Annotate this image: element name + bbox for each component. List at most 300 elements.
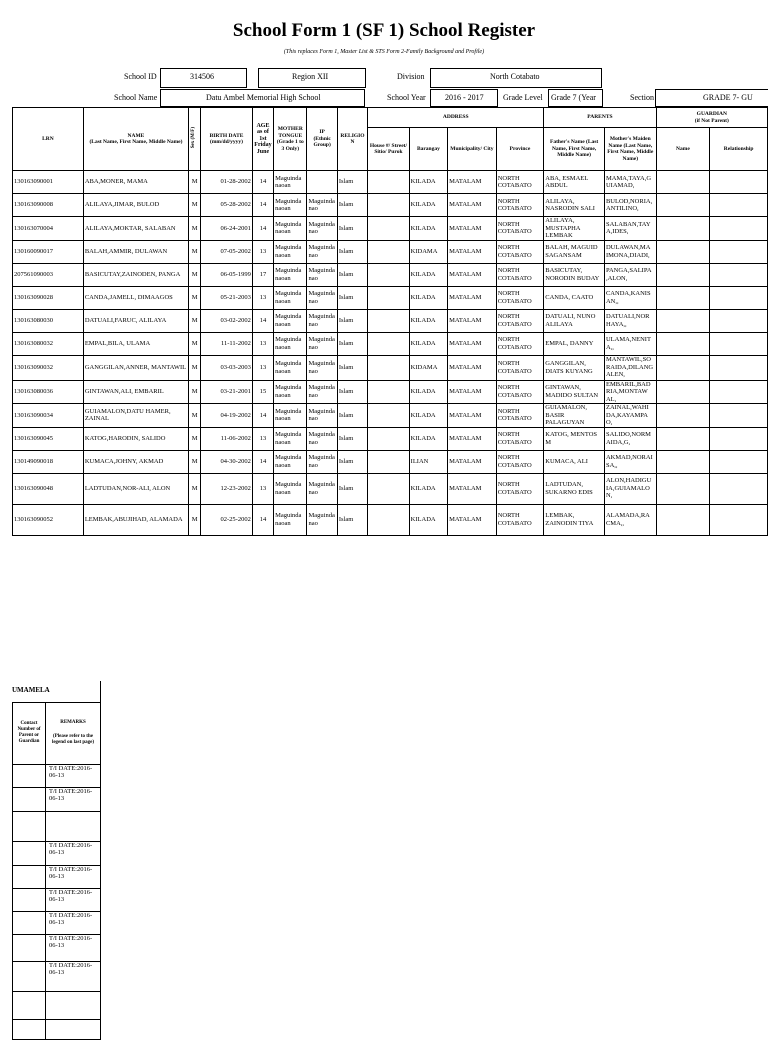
name-cell: GUIAMALON,DATU HAMER, ZAINAL (83, 404, 188, 428)
province-cell: NORTH COTABATO (496, 450, 544, 473)
ip-cell: Maguinda nao (307, 217, 337, 241)
age-cell: 14 (252, 504, 273, 535)
father-header: Father's Name (Last Name, First Name, Middle Name) (544, 128, 605, 171)
barangay-cell: KILADA (409, 473, 447, 504)
province-cell: NORTH COTABATO (496, 171, 544, 194)
religion-header: RELIGION (337, 108, 367, 171)
municipality-cell: MATALAM (448, 473, 497, 504)
ip-cell: Maguinda nao (307, 504, 337, 535)
lrn-cell: 130163090034 (13, 404, 84, 428)
province-cell: NORTH COTABATO (496, 263, 544, 286)
birth-date-header: BIRTH DATE (mm/dd/yyyy) (201, 108, 253, 171)
barangay-cell: KILADA (409, 286, 447, 309)
guardian-name-cell (656, 355, 710, 380)
ip-cell: Maguinda nao (307, 194, 337, 217)
father-cell: GUIAMALON, BASIR PALAGUYAN (544, 404, 605, 428)
mother-tongue-cell: Maguinda naoan (274, 427, 307, 450)
religion-cell: Islam (337, 450, 367, 473)
contact-cell (13, 911, 46, 934)
remarks-note: (Please refer to the legend on last page) (51, 734, 95, 745)
ip-cell: Maguinda nao (307, 263, 337, 286)
house-cell (368, 263, 409, 286)
name-cell: GINTAWAN,ALI, EMBARIL (83, 380, 188, 404)
province-cell: NORTH COTABATO (496, 286, 544, 309)
table-row (13, 240, 768, 263)
province-cell: NORTH COTABATO (496, 427, 544, 450)
province-cell: NORTH COTABATO (496, 332, 544, 355)
religion-cell: Islam (337, 355, 367, 380)
table-row (13, 171, 768, 194)
house-cell (368, 286, 409, 309)
guardian-name-cell (656, 380, 710, 404)
age-cell: 13 (252, 286, 273, 309)
age-cell: 14 (252, 171, 273, 194)
table-row (13, 450, 768, 473)
school-id-label: School ID (124, 72, 157, 81)
age-cell: 13 (252, 355, 273, 380)
name-cell: DATUALI,FARUC, ALILAYA (83, 309, 188, 332)
guardian-name-cell (656, 194, 710, 217)
house-cell (368, 380, 409, 404)
relationship-cell (710, 504, 768, 535)
region-value: Region XII (292, 72, 329, 81)
table-row (13, 217, 768, 241)
school-year-label: School Year (387, 93, 426, 102)
guardian-name-cell (656, 240, 710, 263)
religion-cell: Islam (337, 217, 367, 241)
remarks-row (13, 961, 101, 991)
guardian-name-header: Name (656, 128, 710, 171)
religion-cell: Islam (337, 286, 367, 309)
relationship-cell (710, 427, 768, 450)
province-cell: NORTH COTABATO (496, 355, 544, 380)
guardian-name-cell (656, 286, 710, 309)
table-row (13, 355, 768, 380)
mother-cell: CANDA,KANIS AN,, (604, 286, 656, 309)
ip-cell: Maguinda nao (307, 427, 337, 450)
mother-cell: EMBARIL,BAD RIA,MONTAW AL, (604, 380, 656, 404)
mother-tongue-cell: Maguinda naoan (274, 473, 307, 504)
lrn-cell: 130163080032 (13, 332, 84, 355)
table-row (13, 332, 768, 355)
lrn-cell: 130163090028 (13, 286, 84, 309)
province-cell: NORTH COTABATO (496, 309, 544, 332)
mother-tongue-cell: Maguinda naoan (274, 240, 307, 263)
lrn-cell: 130163090052 (13, 504, 84, 535)
ip-cell: Maguinda nao (307, 355, 337, 380)
remarks-row (13, 991, 101, 1019)
mother-tongue-cell: Maguinda naoan (274, 194, 307, 217)
house-cell (368, 473, 409, 504)
birth-date-cell: 12-23-2002 (201, 473, 253, 504)
birth-date-cell: 07-05-2002 (201, 240, 253, 263)
province-cell: NORTH COTABATO (496, 194, 544, 217)
lrn-cell: 130160090017 (13, 240, 84, 263)
age-header: AGE as of 1st Friday June (252, 108, 273, 171)
mother-tongue-cell: Maguinda naoan (274, 355, 307, 380)
contact-cell (13, 991, 46, 1019)
mother-tongue-cell: Maguinda naoan (274, 450, 307, 473)
religion-cell: Islam (337, 332, 367, 355)
sex-header: Sex (M/F) (191, 127, 197, 149)
address-header: ADDRESS (368, 108, 544, 128)
ip-cell: Maguinda nao (307, 286, 337, 309)
guardian-name-cell (656, 404, 710, 428)
lrn-cell: 130163080030 (13, 309, 84, 332)
name-cell: ALILAYA,MOKTAR, SALABAN (83, 217, 188, 241)
guardian-name-cell (656, 217, 710, 241)
school-name-label: School Name (114, 93, 158, 102)
municipality-header: Municipality/ City (448, 128, 497, 171)
religion-cell: Islam (337, 309, 367, 332)
ip-cell (307, 171, 337, 194)
sex-cell: M (189, 380, 201, 404)
municipality-cell: MATALAM (448, 404, 497, 428)
guardian-name-cell (656, 473, 710, 504)
religion-cell: Islam (337, 240, 367, 263)
house-cell (368, 194, 409, 217)
municipality-cell: MATALAM (448, 171, 497, 194)
name-cell: EMPAL,BILA, ULAMA (83, 332, 188, 355)
religion-cell: Islam (337, 263, 367, 286)
ip-cell: Maguinda nao (307, 240, 337, 263)
barangay-cell: KILADA (409, 171, 447, 194)
age-cell: 14 (252, 404, 273, 428)
table-row (13, 380, 768, 404)
remarks-header-cell (46, 702, 101, 764)
mother-cell: DULAWAN,MA IMONA,DIADI, (604, 240, 656, 263)
municipality-cell: MATALAM (448, 240, 497, 263)
guardian-header: GUARDIAN (if Not Parent) (656, 108, 767, 128)
age-cell: 13 (252, 332, 273, 355)
birth-date-cell: 06-05-1999 (201, 263, 253, 286)
sex-cell: M (189, 286, 201, 309)
remarks-cell: T/I DATE:2016-06-13 (46, 787, 101, 811)
mother-tongue-cell: Maguinda naoan (274, 332, 307, 355)
barangay-cell: KIDAMA (409, 355, 447, 380)
lrn-cell: 130163080036 (13, 380, 84, 404)
contact-cell (13, 787, 46, 811)
mother-tongue-cell: Maguinda naoan (274, 286, 307, 309)
name-cell: BASICUTAY,ZAINODEN, PANGA (83, 263, 188, 286)
house-cell (368, 217, 409, 241)
mother-tongue-cell: Maguinda naoan (274, 380, 307, 404)
remarks-cell: T/I DATE:2016-06-13 (46, 865, 101, 888)
remarks-row (13, 865, 101, 888)
house-cell (368, 332, 409, 355)
province-cell: NORTH COTABATO (496, 217, 544, 241)
name-header: NAME (Last Name, First Name, Middle Name) (83, 108, 188, 171)
house-cell (368, 404, 409, 428)
table-row (13, 404, 768, 428)
remarks-row (13, 911, 101, 934)
remarks-cell: T/I DATE:2016-06-13 (46, 911, 101, 934)
house-cell (368, 450, 409, 473)
table-row (13, 263, 768, 286)
contact-cell (13, 961, 46, 991)
house-cell (368, 171, 409, 194)
ip-cell: Maguinda nao (307, 473, 337, 504)
sex-cell: M (189, 404, 201, 428)
mother-cell: PANGA,SALIPA ,ALON, (604, 263, 656, 286)
municipality-cell: MATALAM (448, 427, 497, 450)
sex-cell: M (189, 194, 201, 217)
father-cell: EMPAL, DANNY (544, 332, 605, 355)
religion-cell: Islam (337, 404, 367, 428)
name-cell: CANDA,JAMELL, DIMAAGOS (83, 286, 188, 309)
mother-cell: SALIDO,NORM AIDA,G, (604, 427, 656, 450)
school-year-value: 2016 - 2017 (445, 93, 484, 102)
barangay-cell: KILADA (409, 217, 447, 241)
relationship-cell (710, 355, 768, 380)
father-cell: LEMBAK, ZAINODIN TIYA (544, 504, 605, 535)
form-subtitle: (This replaces Form 1, Master List & STS Form 2-Family Background and Profile) (283, 49, 485, 55)
lrn-cell: 130163090008 (13, 194, 84, 217)
house-cell (368, 355, 409, 380)
municipality-cell: MATALAM (448, 450, 497, 473)
municipality-cell: MATALAM (448, 286, 497, 309)
barangay-cell: KILADA (409, 263, 447, 286)
municipality-cell: MATALAM (448, 504, 497, 535)
lrn-header: LRN (13, 108, 84, 171)
religion-cell: Islam (337, 171, 367, 194)
mother-tongue-cell: Maguinda naoan (274, 309, 307, 332)
barangay-cell: KILADA (409, 504, 447, 535)
guardian-name-cell (656, 450, 710, 473)
age-cell: 14 (252, 309, 273, 332)
contact-cell (13, 888, 46, 911)
barangay-cell: KILADA (409, 194, 447, 217)
province-cell: NORTH COTABATO (496, 404, 544, 428)
municipality-cell: MATALAM (448, 309, 497, 332)
barangay-cell: KILADA (409, 380, 447, 404)
father-cell: ALILAYA, MUSTAPHA LEMBAK (544, 217, 605, 241)
sex-cell: M (189, 309, 201, 332)
province-header: Province (496, 128, 544, 171)
relationship-cell (710, 217, 768, 241)
mother-header: Mother's Maiden Name (Last Name, First Name, Middle Name) (604, 128, 656, 171)
remarks-cell: T/I DATE:2016-06-13 (46, 961, 101, 991)
mother-cell: ZAINAL,WAHI DA,KAYAMPA O, (604, 404, 656, 428)
name-cell: GANGGILAN,ANNER, MANTAWIL (83, 355, 188, 380)
barangay-cell: KILADA (409, 332, 447, 355)
contact-header: Contact Number of Parent or Guardian (13, 702, 46, 764)
mother-cell: ULAMA,NENIT A,, (604, 332, 656, 355)
relationship-cell (710, 240, 768, 263)
parents-header: PARENTS (544, 108, 656, 128)
remarks-cell (46, 811, 101, 841)
guardian-name-cell (656, 171, 710, 194)
name-cell: KATOG,HARODIN, SALIDO (83, 427, 188, 450)
mother-tongue-cell: Maguinda naoan (274, 171, 307, 194)
religion-cell: Islam (337, 504, 367, 535)
birth-date-cell: 05-21-2003 (201, 286, 253, 309)
sex-cell: M (189, 450, 201, 473)
age-cell: 13 (252, 473, 273, 504)
municipality-cell: MATALAM (448, 380, 497, 404)
birth-date-cell: 11-06-2002 (201, 427, 253, 450)
sex-cell: M (189, 217, 201, 241)
father-cell: GANGGILAN, DIATS KUYANG (544, 355, 605, 380)
lrn-cell: 130149090018 (13, 450, 84, 473)
table-row (13, 286, 768, 309)
mother-tongue-cell: Maguinda naoan (274, 263, 307, 286)
house-cell (368, 309, 409, 332)
register-table (12, 107, 768, 536)
sex-cell: M (189, 504, 201, 535)
name-cell: BALAH,AMMIR, DULAWAN (83, 240, 188, 263)
division-label: Division (397, 72, 425, 81)
birth-date-cell: 11-11-2002 (201, 332, 253, 355)
relationship-cell (710, 309, 768, 332)
name-cell: LEMBAK,ABUJIHAD, ALAMADA (83, 504, 188, 535)
name-cell: KUMACA,JOHNY, AKMAD (83, 450, 188, 473)
remarks-row (13, 934, 101, 961)
mother-tongue-cell: Maguinda naoan (274, 404, 307, 428)
form-title: School Form 1 (SF 1) School Register (232, 20, 536, 41)
house-cell (368, 240, 409, 263)
birth-date-cell: 05-28-2002 (201, 194, 253, 217)
age-cell: 13 (252, 240, 273, 263)
grade-level-value: Grade 7 (Year (551, 93, 596, 102)
name-cell: LADTUDAN,NOR-ALI, ALON (83, 473, 188, 504)
remarks-row (13, 841, 101, 865)
remarks-cell: T/I DATE:2016-06-13 (46, 934, 101, 961)
section-fragment: UMAMELA (12, 686, 50, 694)
father-cell: ABA, ESMAEL ABDUL (544, 171, 605, 194)
barangay-cell: ILIAN (409, 450, 447, 473)
mother-cell: DATUALI,NOR HAYA,, (604, 309, 656, 332)
contact-cell (13, 764, 46, 787)
remarks-cell (46, 991, 101, 1019)
ip-cell: Maguinda nao (307, 309, 337, 332)
remarks-row (13, 811, 101, 841)
relationship-cell (710, 473, 768, 504)
contact-cell (13, 811, 46, 841)
ip-cell: Maguinda nao (307, 332, 337, 355)
municipality-cell: MATALAM (448, 332, 497, 355)
barangay-cell: KILADA (409, 309, 447, 332)
remarks-row (13, 888, 101, 911)
remarks-cell: T/I DATE:2016-06-13 (46, 764, 101, 787)
relationship-cell (710, 404, 768, 428)
father-cell: KATOG, MENTOS M (544, 427, 605, 450)
mother-cell: AKMAD,NORAI SA,, (604, 450, 656, 473)
sex-cell: M (189, 263, 201, 286)
age-cell: 15 (252, 380, 273, 404)
relationship-cell (710, 194, 768, 217)
father-cell: ALILAYA, NASRODIN SALI (544, 194, 605, 217)
house-header: House #/ Street/ Sitio/ Purok (368, 128, 409, 171)
sex-cell: M (189, 355, 201, 380)
remarks-table (12, 681, 101, 1040)
contact-cell (13, 934, 46, 961)
municipality-cell: MATALAM (448, 217, 497, 241)
age-cell: 14 (252, 450, 273, 473)
relationship-cell (710, 380, 768, 404)
birth-date-cell: 04-19-2002 (201, 404, 253, 428)
table-row (13, 309, 768, 332)
religion-cell: Islam (337, 380, 367, 404)
house-cell (368, 504, 409, 535)
school-name-value: Datu Ambel Memorial High School (206, 93, 321, 102)
remarks-cell: T/I DATE:2016-06-13 (46, 841, 101, 865)
remarks-row (13, 1019, 101, 1039)
father-cell: BALAH, MAGUID SAGANSAM (544, 240, 605, 263)
lrn-cell: 130163090045 (13, 427, 84, 450)
guardian-name-cell (656, 504, 710, 535)
remarks-cell (46, 1019, 101, 1039)
lrn-cell: 207561090003 (13, 263, 84, 286)
barangay-cell: KILADA (409, 427, 447, 450)
contact-cell (13, 1019, 46, 1039)
mother-cell: MAMA,TAYA,G UIAMAD, (604, 171, 656, 194)
municipality-cell: MATALAM (448, 194, 497, 217)
remarks-row (13, 764, 101, 787)
guardian-name-cell (656, 309, 710, 332)
barangay-cell: KILADA (409, 404, 447, 428)
sex-cell: M (189, 332, 201, 355)
municipality-cell: MATALAM (448, 263, 497, 286)
guardian-name-cell (656, 332, 710, 355)
mother-cell: ALAMADA,RA CMA,, (604, 504, 656, 535)
birth-date-cell: 03-03-2003 (201, 355, 253, 380)
lrn-cell: 130163070004 (13, 217, 84, 241)
age-cell: 14 (252, 194, 273, 217)
section-label: Section (630, 93, 654, 102)
name-cell: ALILAYA,JIMAR, BULOD (83, 194, 188, 217)
father-cell: GINTAWAN, MADIDO SULTAN (544, 380, 605, 404)
birth-date-cell: 06-24-2001 (201, 217, 253, 241)
relationship-cell (710, 286, 768, 309)
guardian-name-cell (656, 263, 710, 286)
guardian-name-cell (656, 427, 710, 450)
barangay-header: Barangay (409, 128, 447, 171)
birth-date-cell: 02-25-2002 (201, 504, 253, 535)
relationship-header: Relationship (710, 128, 768, 171)
lrn-cell: 130163090032 (13, 355, 84, 380)
name-cell: ABA,MONER, MAMA (83, 171, 188, 194)
sex-cell: M (189, 171, 201, 194)
grade-level-label: Grade Level (503, 93, 543, 102)
age-cell: 14 (252, 217, 273, 241)
father-cell: KUMACA, ALI (544, 450, 605, 473)
remarks-cell: T/I DATE:2016-06-13 (46, 888, 101, 911)
division-value: North Cotabato (490, 72, 540, 81)
mother-tongue-header: MOTHER TONGUE (Grade 1 to 3 Only) (274, 108, 307, 171)
mother-cell: MANTAWIL,SO RAIDA,DILANG ALEN, (604, 355, 656, 380)
table-row (13, 473, 768, 504)
house-cell (368, 427, 409, 450)
school-id-value: 314506 (190, 72, 214, 81)
age-cell: 17 (252, 263, 273, 286)
birth-date-cell: 03-02-2002 (201, 309, 253, 332)
mother-cell: BULOD,NORIA, ANTILINO, (604, 194, 656, 217)
contact-cell (13, 865, 46, 888)
ip-cell: Maguinda nao (307, 380, 337, 404)
section-value: GRADE 7- GU (703, 93, 753, 102)
province-cell: NORTH COTABATO (496, 504, 544, 535)
remarks-row (13, 787, 101, 811)
mother-tongue-cell: Maguinda naoan (274, 504, 307, 535)
table-row (13, 194, 768, 217)
birth-date-cell: 01-28-2002 (201, 171, 253, 194)
table-row (13, 427, 768, 450)
relationship-cell (710, 263, 768, 286)
ip-cell: Maguinda nao (307, 450, 337, 473)
province-cell: NORTH COTABATO (496, 473, 544, 504)
mother-cell: ALON,HADIGU IA,GUIAMALO N, (604, 473, 656, 504)
